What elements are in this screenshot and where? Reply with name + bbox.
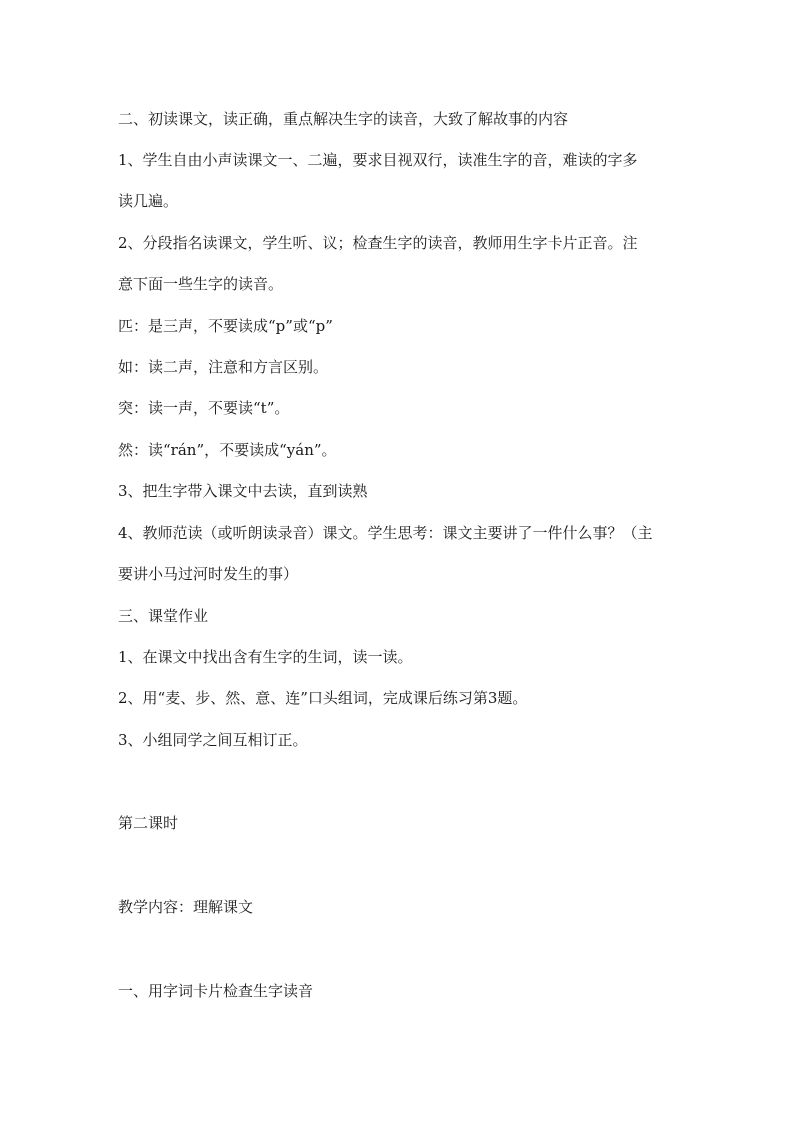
text-line: 读几遍。 (118, 192, 179, 210)
section-heading-2: 二、初读课文，读正确，重点解决生字的读音，大致了解故事的内容 (118, 110, 569, 128)
section-heading-3: 三、课堂作业 (118, 607, 209, 625)
text-line: 如：读二声，注意和方言区别。 (118, 358, 329, 376)
text-line: 意下面一些生字的读音。 (118, 275, 284, 293)
section-heading-1: 一、用字词卡片检查生字读音 (118, 982, 314, 1000)
text-line: 2、分段指名读课文，学生听、议；检查生字的读音，教师用生字卡片正音。注 (118, 234, 638, 252)
text-line: 3、把生字带入课文中去读，直到读熟 (118, 482, 368, 500)
teaching-content: 教学内容：理解课文 (118, 898, 254, 916)
text-line: 4、教师范读（或听朗读录音）课文。学生思考：课文主要讲了一件什么事？（主 (118, 524, 653, 542)
lesson-heading: 第二课时 (118, 814, 179, 832)
text-line: 突：读一声，不要读“t”。 (118, 399, 290, 417)
text-line: 1、学生自由小声读课文一、二遍，要求目视双行，读准生字的音，难读的字多 (118, 151, 638, 169)
text-line: 1、在课文中找出含有生字的生词，读一读。 (118, 648, 413, 666)
text-line: 要讲小马过河时发生的事） (118, 565, 299, 583)
text-line: 3、小组同学之间互相订正。 (118, 731, 308, 749)
text-line: 2、用“麦、步、然、意、连”口头组词，完成课后练习第3题。 (118, 689, 528, 707)
text-line: 然：读“rán”，不要读成“yán”。 (118, 441, 337, 459)
text-line: 匹：是三声，不要读成“p”或“p” (118, 317, 333, 335)
